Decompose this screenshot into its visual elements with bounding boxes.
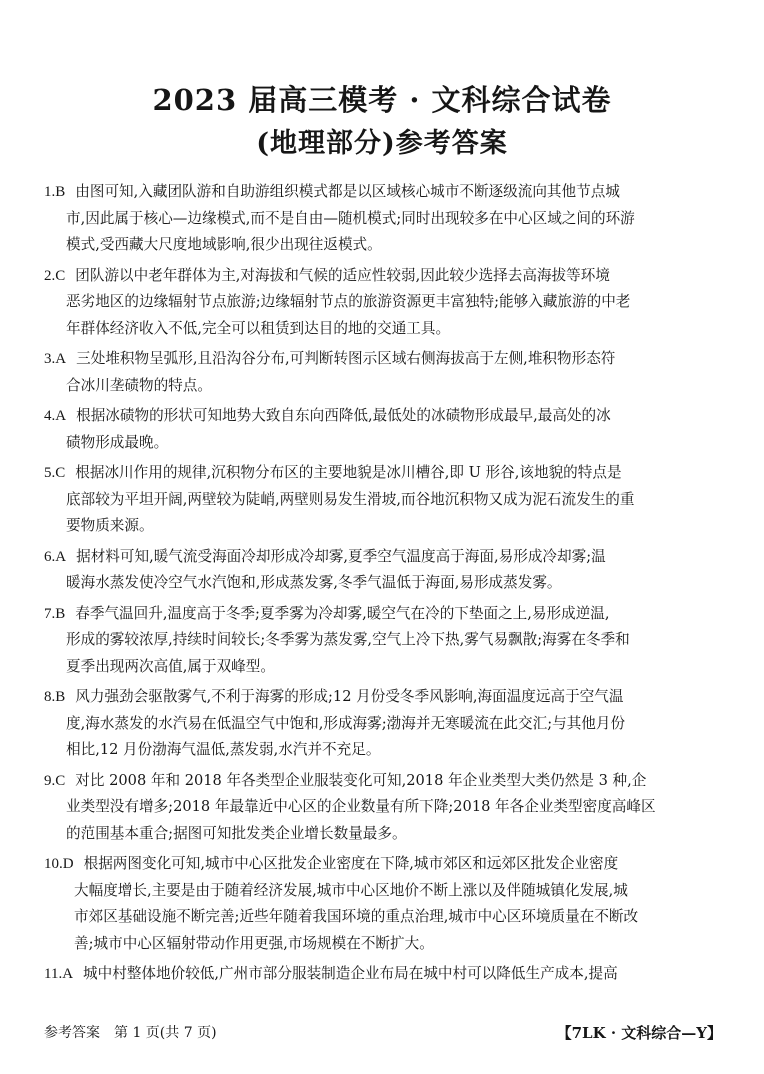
answer-explanation: 市郊区基础设施不断完善;近些年随着我国环境的重点治理,城市中心区环境质量在不断改 <box>74 908 639 925</box>
answer-text-line <box>44 904 724 931</box>
page-title: 2023 届高三模考 · 文科综合试卷 <box>152 83 612 117</box>
answer-text-line <box>44 346 724 373</box>
answer-text-line <box>44 316 724 343</box>
answer-explanation: 风力强劲会驱散雾气,不利于海雾的形成;12 月份受冬季风影响,海面温度远高于空气温 <box>75 688 624 705</box>
answer-explanation: 大幅度增长,主要是由于随着经济发展,城市中心区地价不断上涨以及伴随城镇化发展,城 <box>74 881 628 899</box>
answer-explanation: 根据冰碛物的形状可知地势大致自东向西降低,最低处的冰碛物形成最早,最高处的冰 <box>76 407 611 424</box>
answer-text-line <box>44 601 724 628</box>
answer-explanation: 暖海水蒸发使冷空气水汽饱和,形成蒸发雾,冬季气温低于海面,易形成蒸发雾。 <box>66 574 562 591</box>
answer-item <box>44 851 724 957</box>
answer-item <box>44 601 724 681</box>
answer-number: 1.B <box>44 184 66 200</box>
answer-explanation: 合冰川垄碛物的特点。 <box>66 376 212 394</box>
answer-text-line <box>44 513 724 540</box>
answer-text-line <box>44 232 724 259</box>
answer-number: 8.B <box>44 689 66 705</box>
answer-explanation: 市,因此属于核心—边缘模式,而不是自由—随机模式;同时出现较多在中心区域之间的环游 <box>66 209 635 227</box>
answer-item <box>44 179 724 259</box>
answer-text-line <box>44 711 724 738</box>
answer-item <box>44 263 724 343</box>
answer-explanation: 的范围基本重合;据图可知批发类企业增长数量最多。 <box>66 824 407 842</box>
answer-text-line <box>44 878 724 905</box>
answer-explanation: 城中村整体地价较低,广州市部分服装制造企业布局在城中村可以降低生产成本,提高 <box>83 965 618 982</box>
answer-explanation: 据材料可知,暖气流受海面冷却形成冷却雾,夏季空气温度高于海面,易形成冷却雾;温 <box>76 547 606 565</box>
answer-text-line <box>44 794 724 821</box>
page-subtitle: (地理部分)参考答案 <box>256 128 508 159</box>
answer-text-line <box>44 179 724 206</box>
answer-text-line <box>44 961 724 988</box>
answer-number: 6.A <box>44 548 67 565</box>
answer-explanation: 碛物形成最晚。 <box>66 433 169 451</box>
answer-text-line <box>44 570 724 597</box>
answer-explanation: 年群体经济收入不低,完全可以租赁到达目的地的交通工具。 <box>66 319 451 337</box>
answer-text-line <box>44 206 724 233</box>
answer-explanation: 要物质来源。 <box>66 517 154 534</box>
answer-number: 10.D <box>44 856 74 872</box>
answer-item <box>44 460 724 540</box>
answer-text-line <box>44 487 724 514</box>
answer-text-line <box>44 737 724 764</box>
answer-number: 5.C <box>44 465 66 481</box>
answer-explanation: 度,海水蒸发的水汽易在低温空气中饱和,形成海雾;渤海并无寒暖流在此交汇;与其他月份 <box>66 714 626 732</box>
footer-page-info: 参考答案 第 1 页(共 7 页) <box>44 1025 217 1041</box>
answer-text-line <box>44 289 724 316</box>
answer-number: 2.C <box>44 267 66 284</box>
answer-explanation: 根据两图变化可知,城市中心区批发企业密度在下降,城市郊区和远郊区批发企业密度 <box>83 855 619 872</box>
answer-item <box>44 684 724 764</box>
answer-text-line <box>44 931 724 958</box>
answer-text-line <box>44 263 724 290</box>
answer-explanation: 模式,受西藏大尺度地域影响,很少出现往返模式。 <box>66 236 382 253</box>
answer-list <box>44 179 724 992</box>
answer-item <box>44 961 724 988</box>
answer-text-line <box>44 768 724 795</box>
answer-item <box>44 346 724 399</box>
answer-text-line <box>44 654 724 681</box>
answer-explanation: 恶劣地区的边缘辐射节点旅游;边缘辐射节点的旅游资源更丰富独特;能够入藏旅游的中老 <box>66 293 631 310</box>
answer-text-line <box>44 544 724 571</box>
answer-text-line <box>44 430 724 457</box>
answer-explanation: 形成的雾较浓厚,持续时间较长;冬季雾为蒸发雾,空气上冷下热,雾气易飘散;海雾在冬季和 <box>66 631 630 648</box>
answer-text-line <box>44 851 724 878</box>
answer-explanation: 春季气温回升,温度高于冬季;夏季雾为冷却雾,暖空气在冷的下垫面之上,易形成逆温, <box>75 604 610 622</box>
answer-item <box>44 403 724 456</box>
answer-text-line <box>44 403 724 430</box>
answer-text-line <box>44 373 724 400</box>
answer-explanation: 业类型没有增多;2018 年最靠近中心区的企业数量有所下降;2018 年各企业类型密度高峰区 <box>66 798 656 815</box>
answer-explanation: 对比 2008 年和 2018 年各类型企业服装变化可知,2018 年企业类型大类仍然是 3 种,企 <box>75 771 647 789</box>
answer-number: 3.A <box>44 351 67 367</box>
answer-explanation: 夏季出现两次高值,属于双峰型。 <box>66 657 275 675</box>
answer-number: 7.B <box>44 605 66 622</box>
answer-text-line <box>44 821 724 848</box>
answer-text-line <box>44 627 724 654</box>
footer-exam-code: 【7LK · 文科综合—Y】 <box>556 1024 722 1042</box>
answer-item <box>44 544 724 597</box>
answer-text-line <box>44 460 724 487</box>
answer-explanation: 三处堆积物呈弧形,且沿沟谷分布,可判断转图示区域右侧海拔高于左侧,堆积物形态符 <box>76 350 616 367</box>
answer-number: 11.A <box>44 966 74 982</box>
answer-text-line <box>44 684 724 711</box>
answer-explanation: 底部较为平坦开阔,两壁较为陡峭,两壁则易发生滑坡,而谷地沉积物又成为泥石流发生的重 <box>66 490 635 508</box>
answer-explanation: 根据冰川作用的规律,沉积物分布区的主要地貌是冰川槽谷,即 U 形谷,该地貌的特点是 <box>75 464 622 481</box>
answer-explanation: 团队游以中老年群体为主,对海拔和气候的适应性较弱,因此较少选择去高海拔等环境 <box>75 266 610 284</box>
answer-number: 4.A <box>44 408 67 424</box>
answer-explanation: 相比,12 月份渤海气温低,蒸发弱,水汽并不充足。 <box>66 741 381 758</box>
answer-number: 9.C <box>44 772 66 789</box>
answer-explanation: 由图可知,入藏团队游和自助游组织模式都是以区域核心城市不断逐级流向其他节点城 <box>75 183 620 200</box>
answer-explanation: 善;城市中心区辐射带动作用更强,市场规模在不断扩大。 <box>74 934 434 952</box>
answer-item <box>44 768 724 848</box>
